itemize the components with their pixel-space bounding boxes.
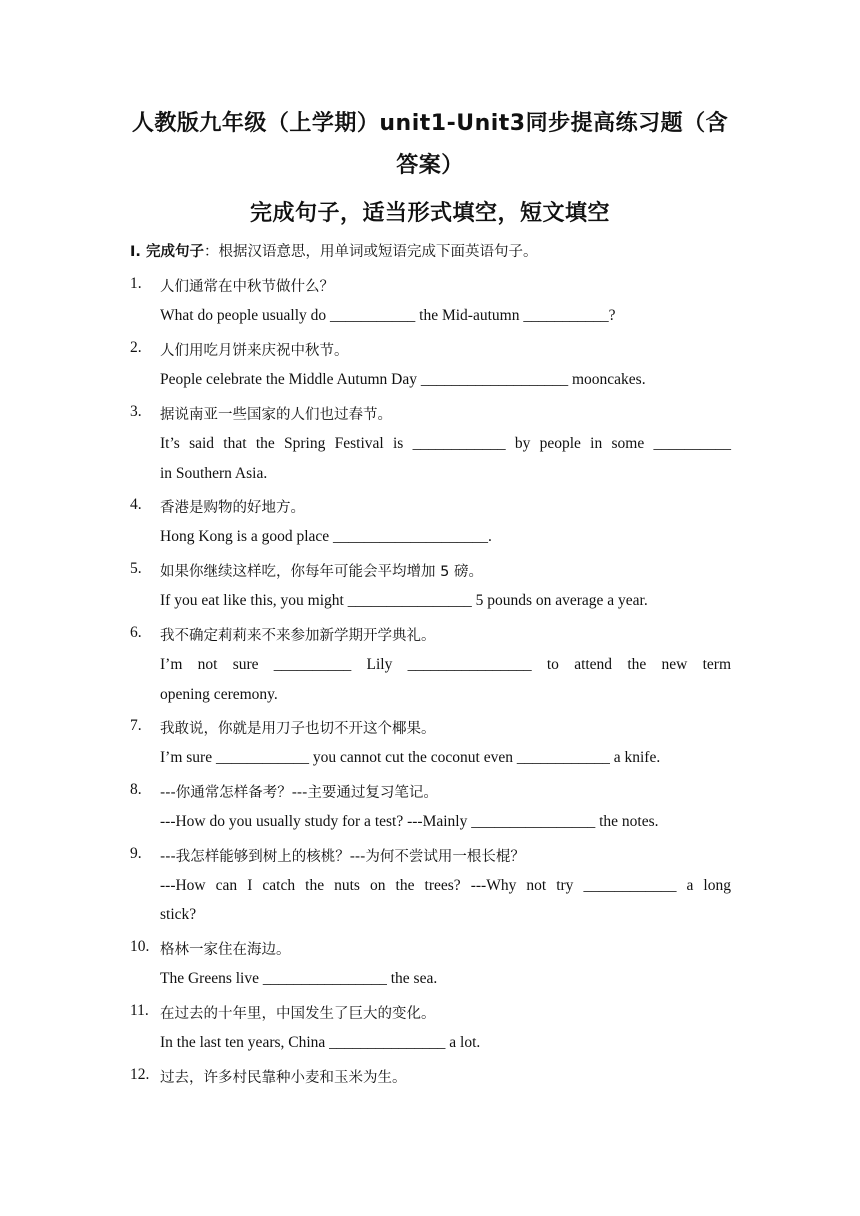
item-english: If you eat like this, you might ________________ 5 pounds on average a year. xyxy=(160,592,648,609)
item-english: What do people usually do ___________ the Mid-autumn ___________? xyxy=(160,307,616,324)
item-chinese: 我敢说，你就是用刀子也切不开这个椰果。 xyxy=(160,721,436,737)
item-english: I’m sure ____________ you cannot cut the coconut even ____________ a knife. xyxy=(160,749,661,766)
item-chinese: 在过去的十年里，中国发生了巨大的变化。 xyxy=(160,1006,436,1022)
item-english-continued: stick? xyxy=(160,906,197,923)
item-number: 5. xyxy=(130,560,142,577)
item-chinese: 格林一家住在海边。 xyxy=(160,942,291,958)
item-chinese: ---我怎样能够到树上的核桃？---为何不尝试用一根长棍？ xyxy=(160,849,525,865)
item-english: It’s said that the Spring Festival is ____________ by people in some __________ xyxy=(160,435,731,452)
item-number: 2. xyxy=(130,339,142,356)
item-number: 9. xyxy=(130,845,142,862)
item-english-continued: in Southern Asia. xyxy=(160,465,268,482)
item-chinese: 过去，许多村民靠种小麦和玉米为生。 xyxy=(160,1070,407,1086)
item-number: 7. xyxy=(130,717,142,734)
item-chinese: 据说南亚一些国家的人们也过春节。 xyxy=(160,407,392,423)
item-english: People celebrate the Middle Autumn Day ___________________ mooncakes. xyxy=(160,371,646,388)
item-chinese: 人们通常在中秋节做什么？ xyxy=(160,279,334,295)
item-number: 6. xyxy=(130,624,142,641)
document-title-line2: 答案） xyxy=(396,153,464,178)
document-title-line1: 人教版九年级（上学期）unit1-Unit3同步提高练习题（含 xyxy=(131,111,729,136)
item-chinese: ---你通常怎样备考？---主要通过复习笔记。 xyxy=(160,785,438,801)
item-number: 4. xyxy=(130,496,142,513)
item-english: ---How can I catch the nuts on the trees? ---Why not try ____________ a long xyxy=(160,877,731,894)
item-chinese: 如果你继续这样吃，你每年可能会平均增加 5 磅。 xyxy=(160,564,483,580)
section-instruction: ：根据汉语意思，用单词或短语完成下面英语句子。 xyxy=(203,244,538,260)
item-number: 3. xyxy=(130,403,142,420)
item-number: 8. xyxy=(130,781,142,798)
item-english: The Greens live ________________ the sea. xyxy=(160,970,438,987)
item-english: In the last ten years, China _______________ a lot. xyxy=(160,1034,481,1051)
item-number: 10. xyxy=(130,938,150,955)
item-english: ---How do you usually study for a test? ---Mainly ________________ the notes. xyxy=(160,813,659,830)
section-heading xyxy=(130,240,537,261)
document-subtitle: 完成句子，适当形式填空，短文填空 xyxy=(249,201,610,226)
item-english-continued: opening ceremony. xyxy=(160,686,278,703)
section-label: I. 完成句子 xyxy=(130,244,204,260)
item-chinese: 人们用吃月饼来庆祝中秋节。 xyxy=(160,343,349,359)
item-number: 11. xyxy=(130,1002,149,1019)
item-number: 12. xyxy=(130,1066,150,1083)
item-english: I’m not sure __________ Lily ________________ to attend the new term xyxy=(160,656,731,673)
item-number: 1. xyxy=(130,275,142,292)
item-chinese: 香港是购物的好地方。 xyxy=(160,500,305,516)
item-english: Hong Kong is a good place ____________________. xyxy=(160,528,492,545)
item-chinese: 我不确定莉莉来不来参加新学期开学典礼。 xyxy=(160,628,436,644)
